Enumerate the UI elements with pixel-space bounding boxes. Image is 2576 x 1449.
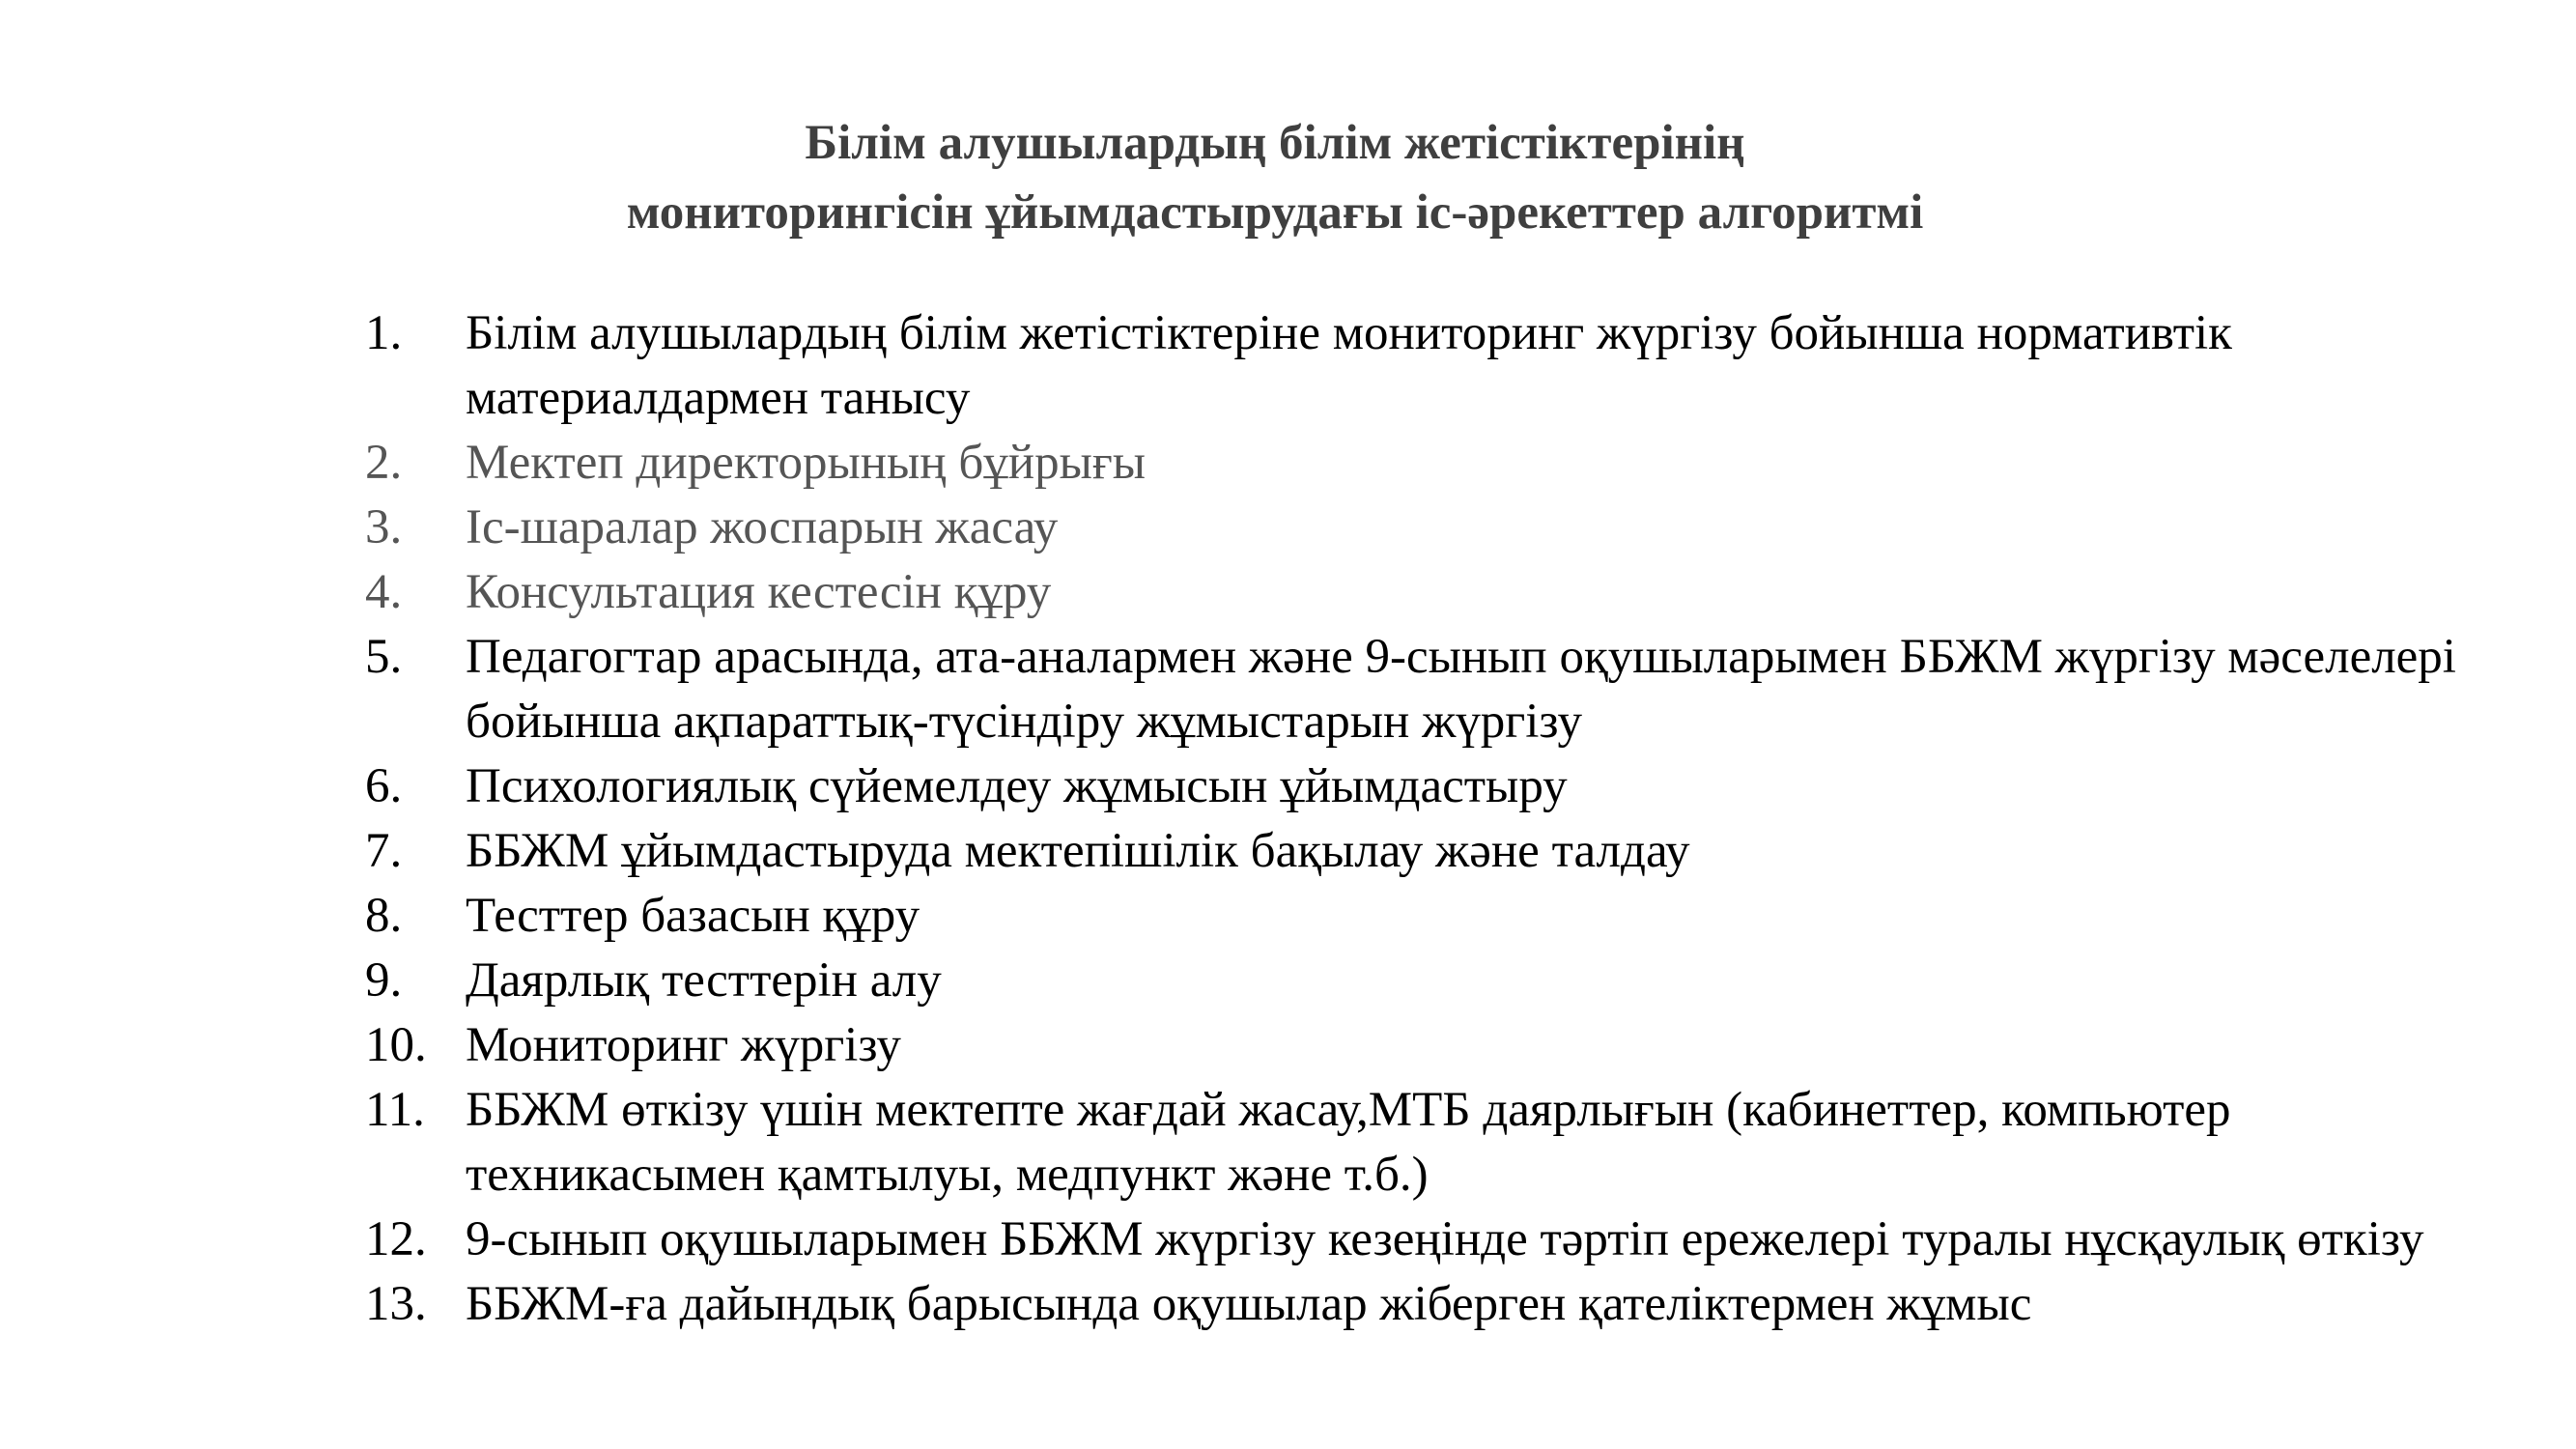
item-text: 9-сынып оқушыларымен ББЖМ жүргізу кезеңінде тәртіп ережелері туралы нұсқаулық өткізу — [466, 1212, 2424, 1266]
item-number: 5. — [365, 630, 403, 684]
title-line-2: мониторингісін ұйымдастырудағы іс-әрекеттер алгоритмі — [626, 185, 1924, 240]
item-number: 6. — [365, 759, 403, 813]
item-number: 12. — [365, 1212, 427, 1266]
list-item-5 — [365, 625, 2538, 754]
item-number: 11. — [365, 1083, 425, 1137]
item-text: Педагогтар арасында, ата-аналармен және 9-сынып оқушыларымен ББЖМ жүргізу мәселелері бойынша ақпараттық-түсіндіру жұмыстарын жүргізу — [466, 630, 2456, 749]
item-text: Іс-шаралар жоспарын жасау — [466, 500, 1059, 554]
item-text: Консультация кестесін құру — [466, 565, 1052, 619]
item-number: 13. — [365, 1277, 427, 1331]
title-line-1: Білім алушылардың білім жетістіктерінің — [805, 116, 1745, 170]
item-number: 8. — [365, 889, 403, 943]
item-text: Мектеп директорының бұйрығы — [466, 436, 1146, 490]
list-item-2 — [365, 431, 2538, 496]
item-number: 9. — [365, 953, 403, 1008]
item-number: 4. — [365, 565, 403, 619]
list-item-10 — [365, 1013, 2538, 1078]
item-number: 3. — [365, 500, 403, 554]
list-item-1 — [365, 301, 2538, 431]
page-title — [618, 108, 1932, 247]
algorithm-list — [365, 301, 2538, 1337]
item-text: ББЖМ өткізу үшін мектепте жағдай жасау,МТБ даярлығын (кабинеттер, компьютер техникасымен қамтылуы, медпункт және т.б.) — [466, 1083, 2231, 1202]
list-item-12 — [365, 1208, 2538, 1272]
item-text: Психологиялық сүйемелдеу жұмысын ұйымдастыру — [466, 759, 1568, 813]
list-item-11 — [365, 1078, 2538, 1208]
item-text: Тесттер базасын құру — [466, 889, 920, 943]
item-number: 7. — [365, 824, 403, 878]
item-number: 2. — [365, 436, 403, 490]
list-item-6 — [365, 754, 2538, 819]
item-text: Мониторинг жүргізу — [466, 1018, 901, 1072]
list-item-13 — [365, 1272, 2538, 1337]
item-text: Даярлық тесттерін алу — [466, 953, 942, 1008]
item-number: 10. — [365, 1018, 427, 1072]
item-text: ББЖМ ұйымдастыруда мектепішілік бақылау және талдау — [466, 824, 1690, 878]
item-text: Білім алушылардың білім жетістіктеріне мониторинг жүргізу бойынша нормативтік материалдармен танысу — [466, 306, 2232, 425]
list-item-4 — [365, 560, 2538, 625]
item-number: 1. — [365, 306, 403, 360]
list-item-8 — [365, 884, 2538, 949]
item-text: ББЖМ-ға дайындық барысында оқушылар жіберген қателіктермен жұмыс — [466, 1277, 2032, 1331]
list-item-3 — [365, 496, 2538, 560]
list-item-9 — [365, 949, 2538, 1013]
list-item-7 — [365, 819, 2538, 884]
